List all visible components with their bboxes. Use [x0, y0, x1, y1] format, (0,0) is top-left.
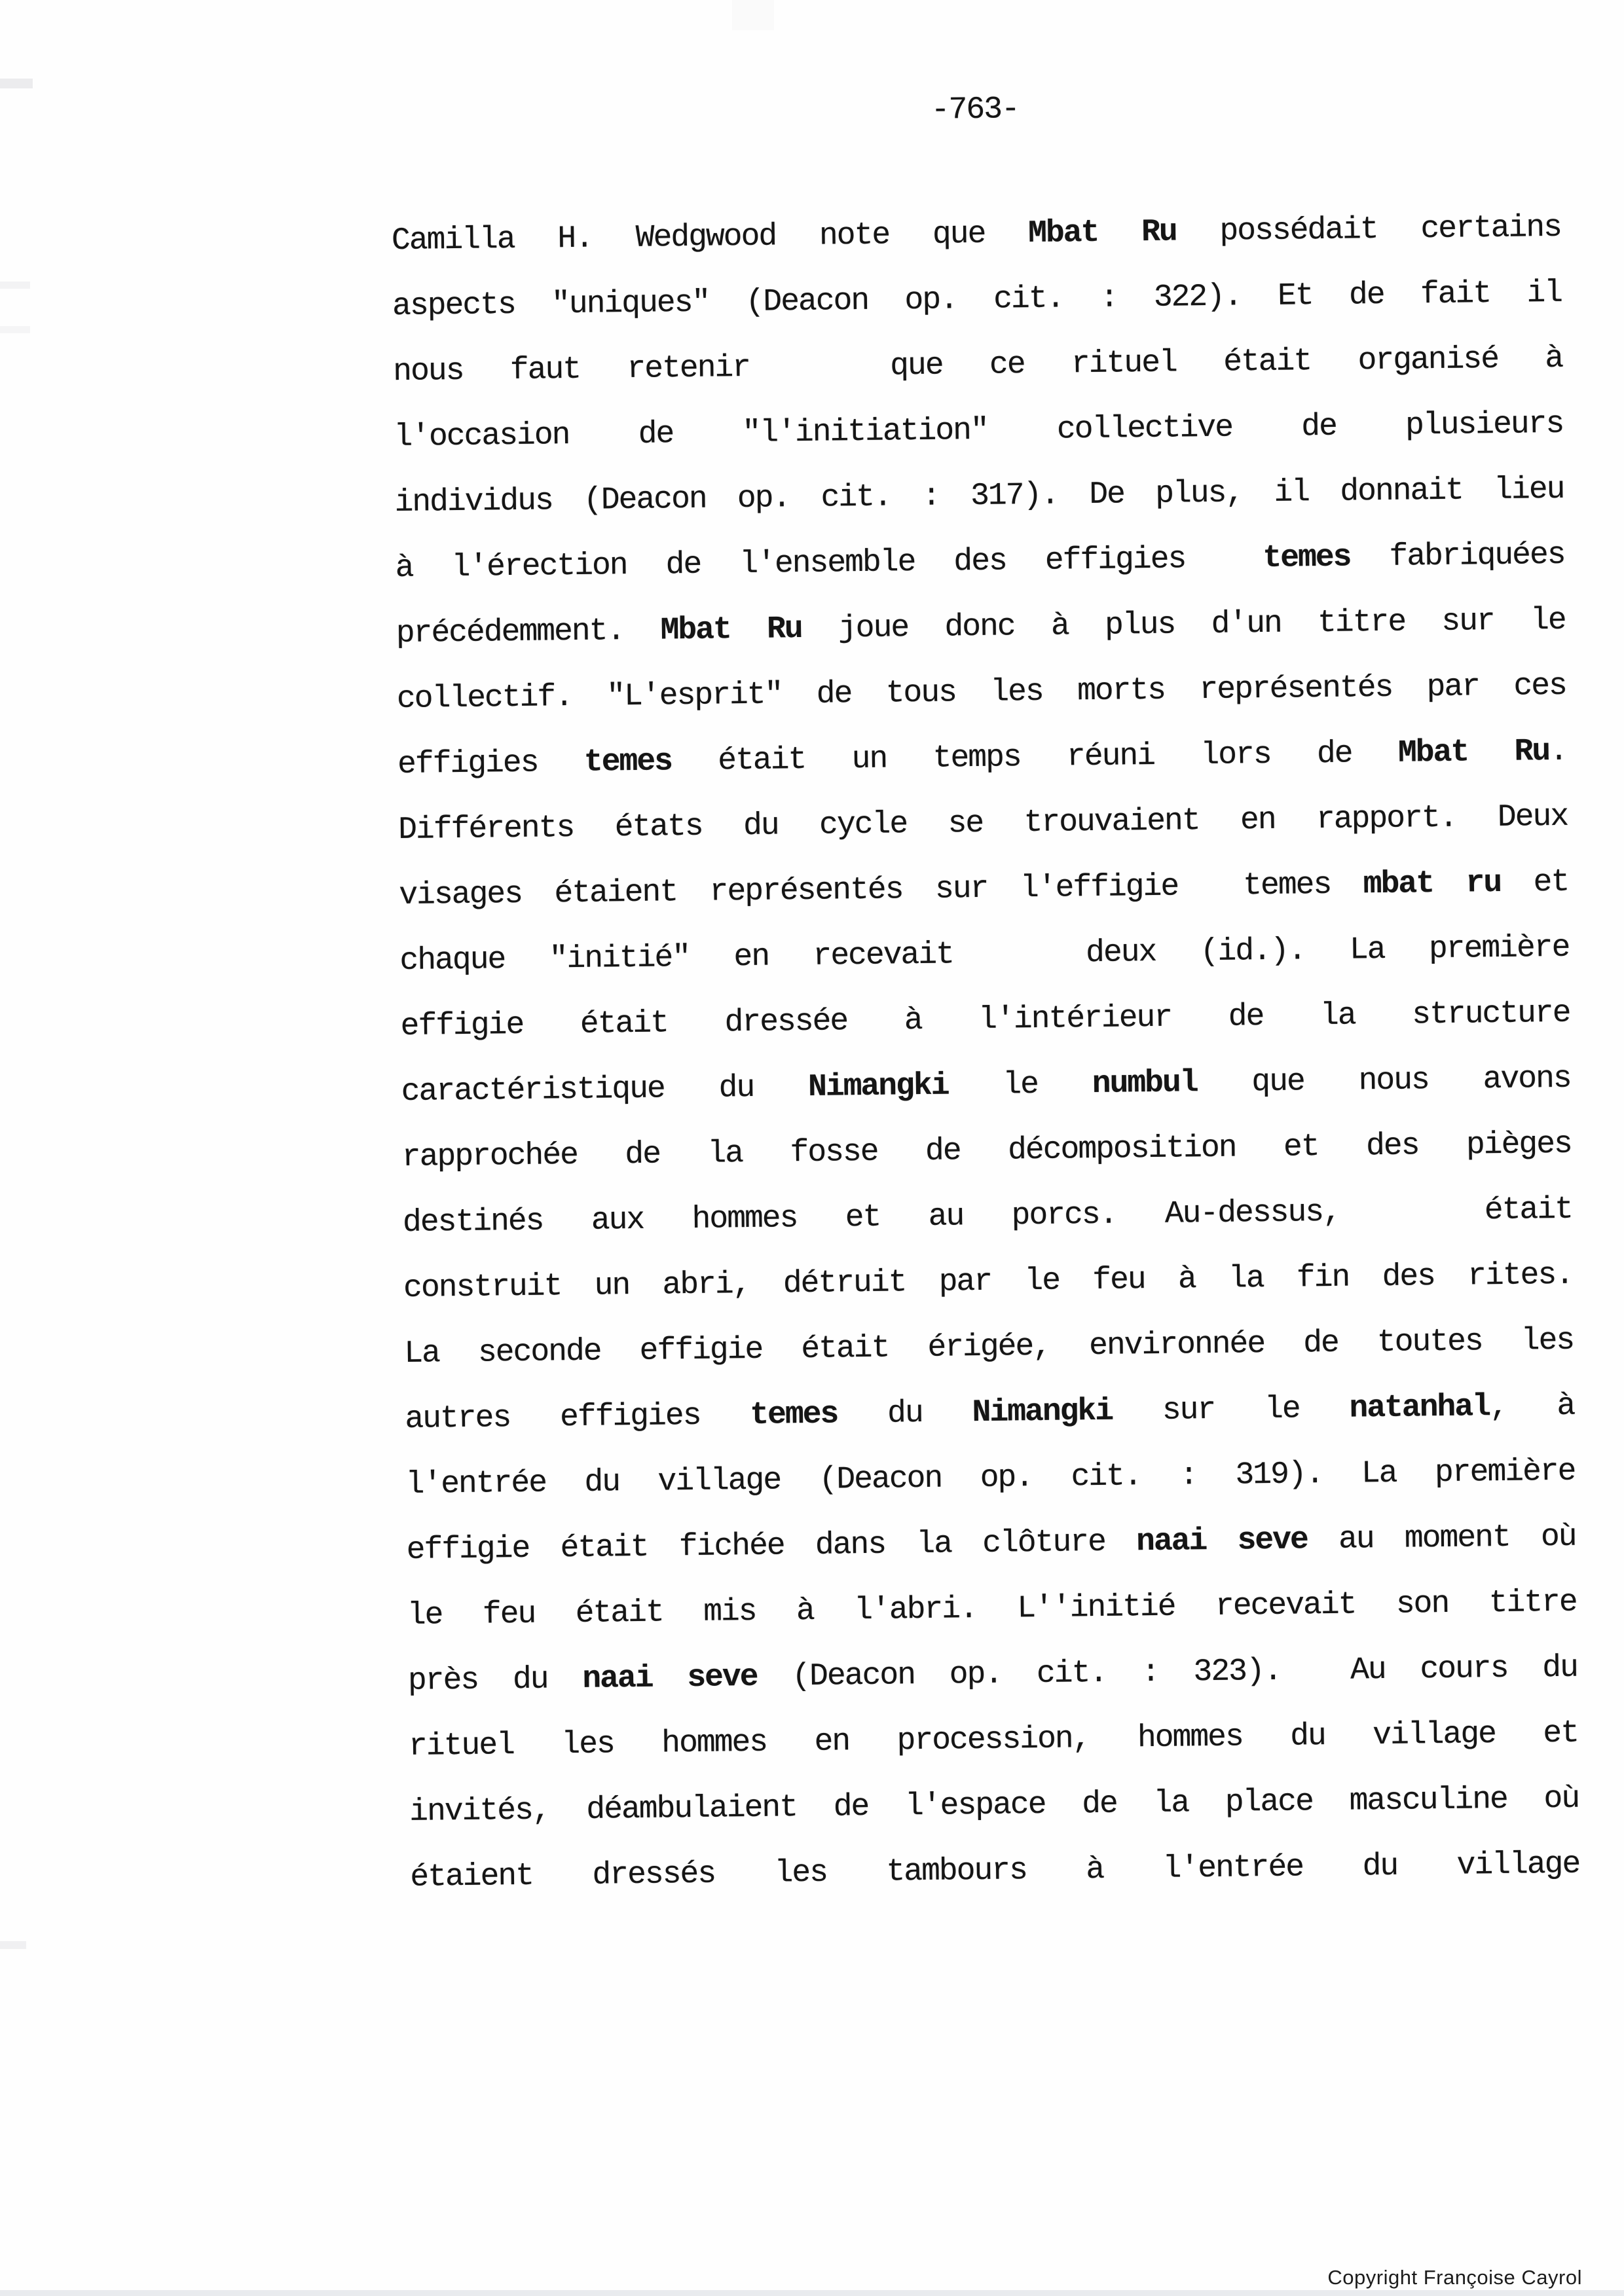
text-line: l'entrée du village (Deacon op. cit. : 319). La première	[405, 1453, 1576, 1503]
scan-artifact-left-edge	[0, 326, 30, 333]
page-number: -763-	[931, 92, 1020, 128]
text-line: caractéristique du Nimangki le numbul que nous avons	[401, 1061, 1571, 1110]
text-line: rapprochée de la fosse de décomposition et des pièges	[401, 1126, 1572, 1175]
text-line: effigies temes était un temps réuni lors de Mbat Ru.	[397, 733, 1568, 783]
copyright-notice: Copyright Françoise Cayrol	[1327, 2266, 1582, 2289]
text-line: La seconde effigie était érigée, environnée de toutes les	[404, 1322, 1574, 1372]
text-line: individus (Deacon op. cit. : 317). De plus, il donnait lieu	[394, 471, 1564, 521]
text-line: effigie était dressée à l'intérieur de la structure	[400, 995, 1570, 1045]
text-line: Différents états du cycle se trouvaient en rapport. Deux	[397, 799, 1568, 848]
scan-artifact-left-edge	[0, 79, 33, 88]
scan-artifact-bottom-edge	[0, 2290, 1624, 2296]
text-line: rituel les hommes en procession, hommes du village et	[408, 1715, 1579, 1764]
text-line: étaient dressés les tambours à l'entrée du village	[410, 1846, 1580, 1895]
text-line: nous faut retenir que ce rituel était organisé à	[392, 340, 1563, 390]
text-line: à l'érection de l'ensemble des effigies temes fabriquées	[395, 537, 1565, 587]
text-line: autres effigies temes du Nimangki sur le natanhal, à	[405, 1388, 1575, 1437]
text-line: l'occasion de "l'initiation" collective de plusieurs	[394, 406, 1564, 456]
text-line: chaque "initié" en recevait deux (id.). La première	[399, 930, 1570, 979]
text-line: construit un abri, détruit par le feu à la fin des rites.	[403, 1257, 1574, 1306]
text-line: aspects "uniques" (Deacon op. cit. : 322). Et de fait il	[392, 275, 1562, 325]
scan-artifact-left-edge	[0, 1941, 26, 1949]
text-line: Camilla H. Wedgwood note que Mbat Ru possédait certains	[391, 210, 1562, 259]
text-line: le feu était mis à l'abri. L''initié recevait son titre	[407, 1584, 1578, 1633]
text-line: invités, déambulaient de l'espace de la place masculine où	[409, 1781, 1579, 1830]
text-line: visages étaient représentés sur l'effigie temes mbat ru et	[399, 864, 1569, 914]
scan-artifact-left-edge	[0, 282, 30, 289]
text-line: près du naai seve (Deacon op. cit. : 323). Au cours du	[407, 1650, 1578, 1699]
scan-artifact-top-edge	[732, 0, 774, 30]
text-line: effigie était fichée dans la clôture naai seve au moment où	[406, 1519, 1576, 1568]
text-line: destinés aux hommes et au porcs. Au-dessus, était	[402, 1192, 1573, 1241]
text-line: collectif. "L'esprit" de tous les morts représentés par ces	[396, 668, 1567, 718]
typewritten-text	[391, 195, 1579, 1910]
text-line: précédemment. Mbat Ru joue donc à plus d'un titre sur le	[396, 602, 1566, 652]
